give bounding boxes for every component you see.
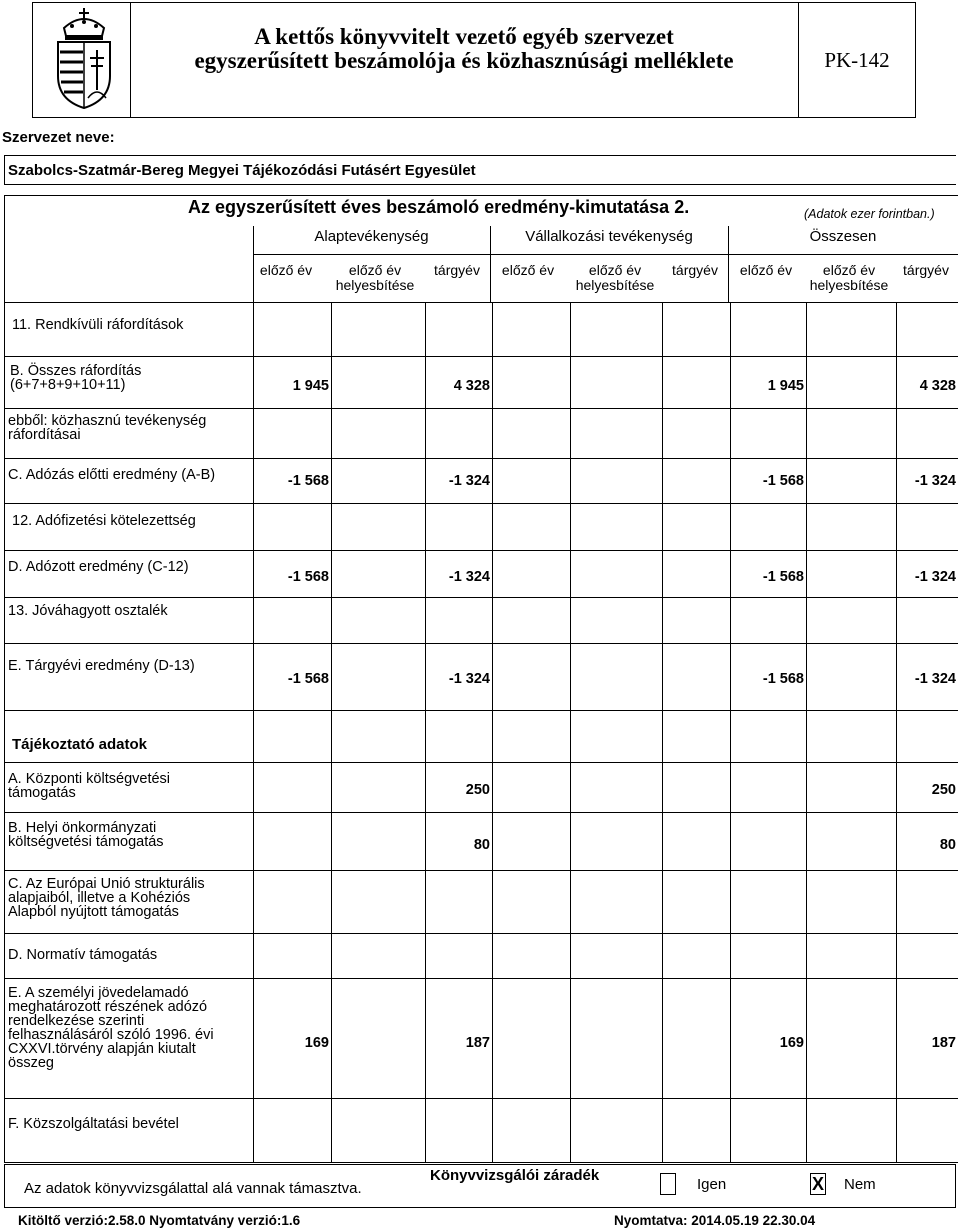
grid-col-divider — [896, 303, 897, 1163]
cell-value: -1 568 — [762, 569, 804, 585]
organization-label: Szervezet neve: — [2, 129, 115, 146]
cell-value: -1 324 — [914, 671, 956, 687]
cell-value: 187 — [931, 1035, 956, 1051]
subcol-header: tárgyév — [903, 262, 949, 278]
audit-no-label: Nem — [844, 1176, 876, 1193]
cell-value: 1 945 — [767, 378, 804, 394]
row-label: E. Tárgyévi eredmény (D-13) — [8, 658, 195, 674]
cell-value: 169 — [304, 1035, 329, 1051]
cell-value: -1 568 — [287, 473, 329, 489]
row-line — [4, 762, 958, 763]
info-section-title: Tájékoztató adatok — [12, 736, 148, 753]
header-group-line — [253, 254, 958, 255]
cell-value: -1 568 — [287, 569, 329, 585]
group-header-osszesen: Összesen — [809, 228, 877, 245]
cell-value: -1 324 — [448, 569, 490, 585]
subcol-header: előző év — [259, 262, 313, 278]
subcol-header: előző év — [739, 262, 793, 278]
subcol-header: tárgyév — [434, 262, 480, 278]
coat-of-arms-icon — [50, 6, 118, 112]
cell-value: 250 — [931, 782, 956, 798]
row-label: C. Adózás előtti eredmény (A-B) — [8, 467, 216, 483]
cell-value: 4 328 — [453, 378, 490, 394]
row-line — [4, 1162, 958, 1163]
row-label: ebből: közhasznú tevékenység ráfordításai — [8, 413, 207, 443]
audit-yes-checkbox[interactable] — [660, 1173, 676, 1195]
print-timestamp: Nyomtatva: 2014.05.19 22.30.04 — [614, 1213, 816, 1228]
grid-col-divider — [730, 303, 731, 1163]
row-label: 11. Rendkívüli ráfordítások — [12, 317, 184, 333]
row-line — [4, 503, 958, 504]
grid-col-divider — [425, 303, 426, 1163]
row-line — [4, 458, 958, 459]
cell-value: -1 324 — [448, 671, 490, 687]
audit-statement: Az adatok könyvvizsgálattal alá vannak támasztva. — [24, 1180, 362, 1197]
form-code: PK-142 — [824, 48, 890, 72]
info-row-label: F. Közszolgáltatási bevétel — [8, 1116, 179, 1132]
row-label: 13. Jóváhagyott osztalék — [8, 603, 168, 619]
cell-value: -1 568 — [762, 473, 804, 489]
grid-col-divider — [331, 303, 332, 1163]
cell-value: -1 324 — [448, 473, 490, 489]
group-header-alaptevekenyseg: Alaptevékenység — [314, 228, 429, 245]
cell-value: -1 568 — [762, 671, 804, 687]
info-row-label: D. Normatív támogatás — [8, 947, 158, 963]
grid-col-divider — [492, 303, 493, 1163]
info-row-label: E. A személyi jövedelamadó meghatározott részének adózó rendelkezése szerinti felhasználásáról szóló 1996. évi CXXVI.törvény alapján kiutalt összeg — [8, 985, 214, 1071]
info-row-label: C. Az Európai Unió strukturális alapjaiból, illetve a Kohéziós Alapból nyújtott támogatás — [8, 876, 205, 920]
cell-value: -1 324 — [914, 473, 956, 489]
subcol-header: előző év helyesbítése — [335, 262, 415, 293]
row-label: 12. Adófizetési kötelezettség — [12, 513, 196, 529]
row-line — [4, 356, 958, 357]
cell-value: 169 — [779, 1035, 804, 1051]
subcol-header: előző év — [501, 262, 555, 278]
row-line — [4, 812, 958, 813]
row-line — [4, 978, 958, 979]
info-row-label: A. Központi költségvetési támogatás — [8, 771, 171, 801]
grid-col-divider — [806, 303, 807, 1163]
cell-value: 250 — [465, 782, 490, 798]
checkmark-x-icon: X — [811, 1174, 824, 1194]
grid-left-border — [4, 303, 5, 1163]
unit-note: (Adatok ezer forintban.) — [804, 207, 935, 221]
grid-col-divider — [570, 303, 571, 1163]
row-line — [4, 1098, 958, 1099]
info-row-label: B. Helyi önkormányzati költségvetési támogatás — [8, 820, 164, 850]
cell-value: 80 — [939, 837, 956, 853]
organization-name: Szabolcs-Szatmár-Bereg Megyei Tájékozódási Futásért Egyesület — [8, 162, 476, 179]
group-header-vallalkozasi: Vállalkozási tevékenység — [525, 228, 693, 245]
grid-col-divider — [662, 303, 663, 1163]
audit-yes-label: Igen — [697, 1176, 727, 1193]
row-line — [4, 597, 958, 598]
subcol-header: előző év helyesbítése — [809, 262, 889, 293]
row-line — [4, 643, 958, 644]
cell-value: 4 328 — [919, 378, 956, 394]
row-line — [4, 710, 958, 711]
row-line — [4, 550, 958, 551]
cell-value: -1 324 — [914, 569, 956, 585]
row-line — [4, 933, 958, 934]
subcol-header: előző év helyesbítése — [575, 262, 655, 293]
row-line — [4, 870, 958, 871]
cell-value: 187 — [465, 1035, 490, 1051]
form-title-line2: egyszerűsített beszámolója és közhasznúsági melléklete — [194, 48, 734, 73]
form-title-line1: A kettős könyvvitelt vezető egyéb szervezet — [254, 24, 674, 49]
row-label: B. Összes ráfordítás (6+7+8+9+10+11) — [10, 363, 142, 393]
cell-value: 1 945 — [292, 378, 329, 394]
section-title: Az egyszerűsített éves beszámoló eredmény-kimutatása 2. — [188, 197, 690, 217]
subcol-header: tárgyév — [672, 262, 718, 278]
cell-value: 80 — [473, 837, 490, 853]
row-line — [4, 408, 958, 409]
filler-version: Kitöltő verzió:2.58.0 Nyomtatvány verzió:1.6 — [18, 1213, 301, 1228]
cell-value: -1 568 — [287, 671, 329, 687]
row-label: D. Adózott eredmény (C-12) — [8, 559, 189, 575]
audit-clause-title: Könyvvizsgálói záradék — [430, 1167, 600, 1184]
audit-no-checkbox[interactable] — [810, 1173, 826, 1195]
grid-label-divider — [253, 303, 254, 1163]
